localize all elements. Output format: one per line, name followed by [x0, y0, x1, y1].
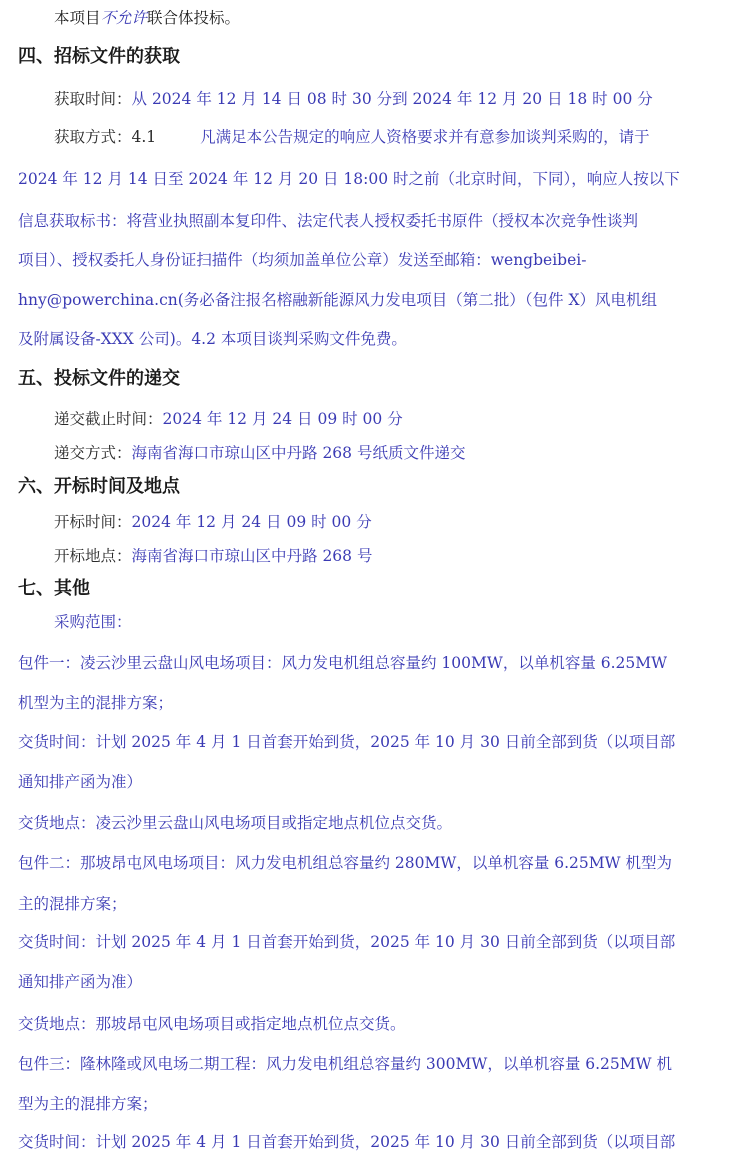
acquire-time-label: 获取时间： [54, 90, 132, 108]
acquire-method-num: 4.1 [131, 128, 157, 146]
package-3-line: 包件三：隆林隆或风电场二期工程：风力发电机组总容量约 300MW，以单机容量 6.25MW 机 [18, 1055, 672, 1073]
body-line: 通知排产函为准） [18, 773, 143, 791]
body-line: 信息获取标书：将营业执照副本复印件、法定代表人授权委托书原件（授权本次竞争性谈判 [18, 212, 639, 230]
submit-method-line [54, 442, 728, 464]
open-place-value: 海南省海口市琼山区中丹路 268 号 [131, 547, 373, 565]
consortium-suffix: 联合体投标。 [147, 9, 241, 27]
body-line: hny@powerchina.cn(务必备注报名榕融新能源风力发电项目（第二批）（包件 X）风电机组 [18, 291, 658, 309]
delivery-place-line: 交货地点：凌云沙里云盘山风电场项目或指定地点机位点交货。 [18, 814, 453, 832]
delivery-time-line: 交货时间：计划 2025 年 4 月 1 日首套开始到货，2025 年 10 月 30 日前全部到货（以项目部 [18, 733, 676, 751]
submit-method-value: 海南省海口市琼山区中丹路 268 号纸质文件递交 [131, 444, 466, 462]
body-line: 2024 年 12 月 14 日至 2024 年 12 月 20 日 18:00 时之前（北京时间，下同），响应人按以下 [18, 170, 680, 188]
consortium-prefix: 本项目 [54, 9, 101, 27]
body-line: 项目）、授权委托人身份证扫描件（均须加盖单位公章）发送至邮箱：wengbeibei- [18, 251, 587, 269]
acquire-time-line [54, 88, 728, 110]
submit-deadline-label: 递交截止时间： [54, 410, 163, 428]
body-line: 机型为主的混排方案； [18, 694, 174, 712]
consortium-line [54, 7, 728, 29]
acquire-method-value: 凡满足本公告规定的响应人资格要求并有意参加谈判采购的，请于 [200, 128, 650, 146]
heading-section-6: 六、开标时间及地点 [18, 476, 180, 497]
heading-section-4: 四、招标文件的获取 [18, 46, 180, 67]
delivery-time-line: 交货时间：计划 2025 年 4 月 1 日首套开始到货，2025 年 10 月 30 日前全部到货（以项目部 [18, 1133, 676, 1151]
heading-section-7: 七、其他 [18, 578, 90, 599]
body-line: 型为主的混排方案； [18, 1095, 158, 1113]
heading-section-5: 五、投标文件的递交 [18, 368, 180, 389]
acquire-method-label: 获取方式： [54, 128, 132, 146]
submit-method-label: 递交方式： [54, 444, 132, 462]
open-place-line [54, 545, 728, 567]
body-line: 及附属设备-XXX 公司)。4.2 本项目谈判采购文件免费。 [18, 330, 407, 348]
submit-deadline-line [54, 408, 728, 430]
consortium-italic: 不允许 [100, 9, 148, 27]
body-line: 主的混排方案； [18, 895, 127, 913]
body-line: 通知排产函为准） [18, 973, 143, 991]
submit-deadline-value: 2024 年 12 月 24 日 09 时 00 分 [162, 410, 403, 428]
delivery-time-line: 交货时间：计划 2025 年 4 月 1 日首套开始到货，2025 年 10 月 30 日前全部到货（以项目部 [18, 933, 676, 951]
package-1-line: 包件一：凌云沙里云盘山风电场项目：风力发电机组总容量约 100MW，以单机容量 6.25MW [18, 654, 668, 672]
open-place-label: 开标地点： [54, 547, 132, 565]
open-time-line [54, 511, 728, 533]
open-time-label: 开标时间： [54, 513, 132, 531]
package-2-line: 包件二：那坡昂屯风电场项目：风力发电机组总容量约 280MW，以单机容量 6.25MW 机型为 [18, 854, 672, 872]
acquire-time-value: 从 2024 年 12 月 14 日 08 时 30 分到 2024 年 12 月 20 日 18 时 00 分 [131, 90, 653, 108]
scope-label: 采购范围： [54, 613, 132, 631]
open-time-value: 2024 年 12 月 24 日 09 时 00 分 [131, 513, 372, 531]
delivery-place-line: 交货地点：那坡昂屯风电场项目或指定地点机位点交货。 [18, 1015, 406, 1033]
acquire-method-line [54, 126, 728, 148]
